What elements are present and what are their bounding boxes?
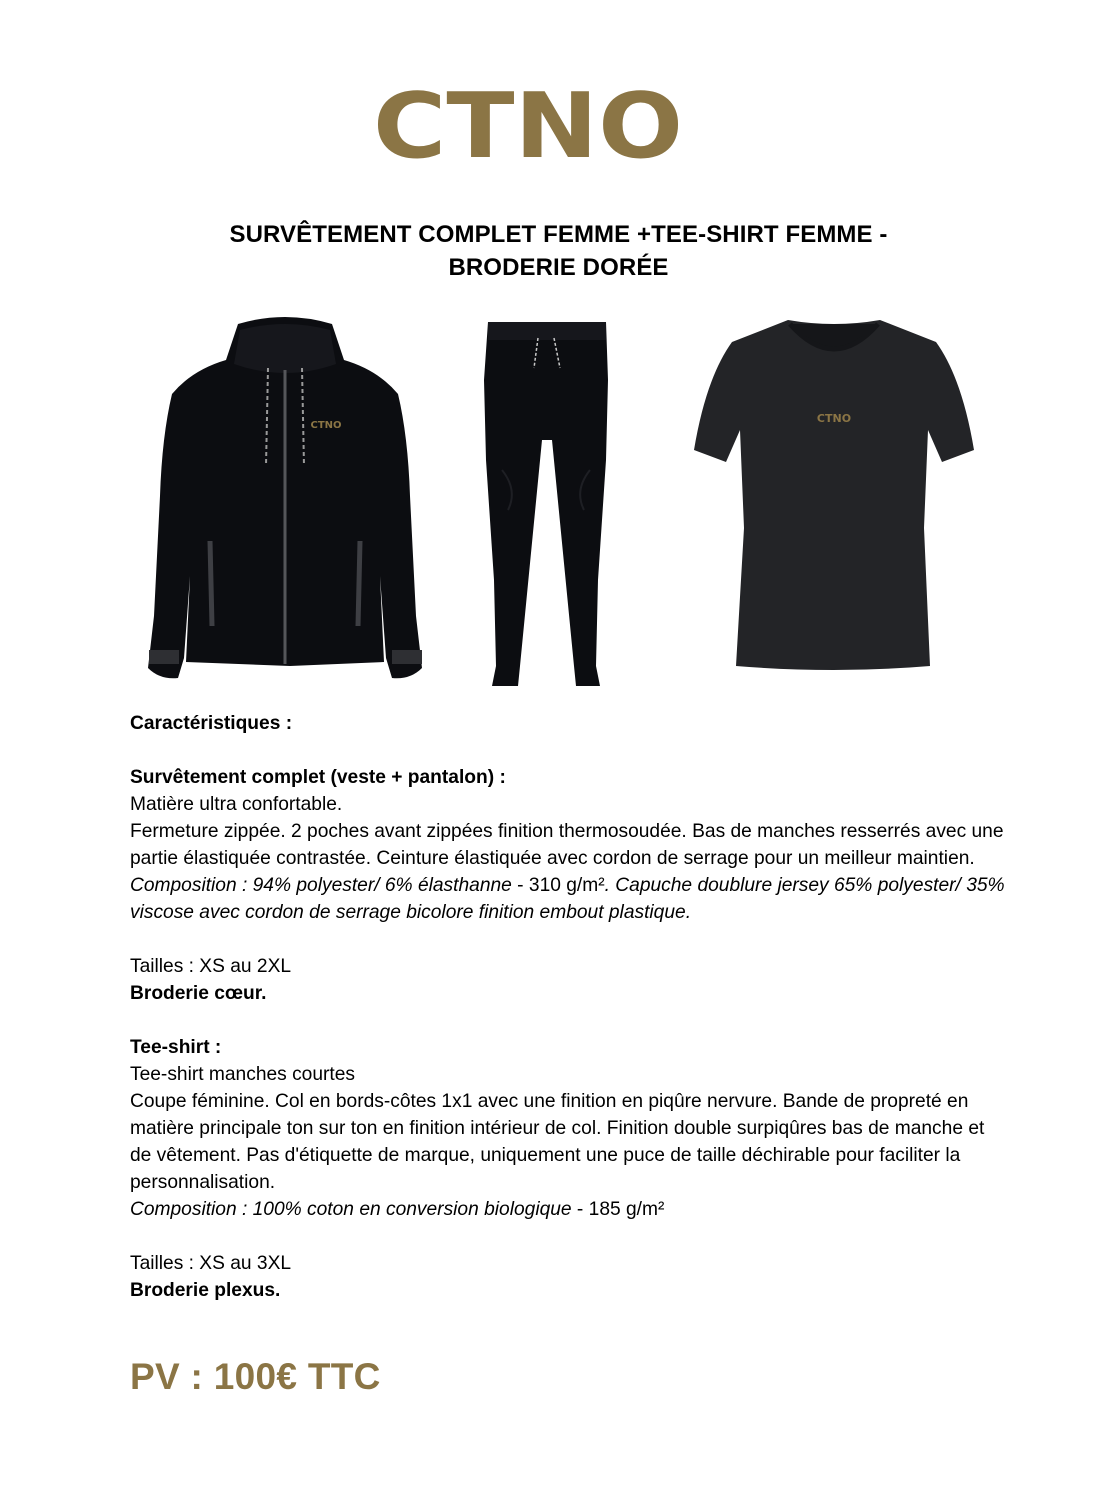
tshirt-description: Coupe féminine. Col en bords-côtes 1x1 avec une finition en piqûre nervure. Bande de propreté en matière principale ton sur ton en finition intérieur de col. Finition double surpiqûres bas de manche et de vêtement. Pas d'étiquette de marque, uniquement une puce de taille déchirable pour faciliter la personnalisation. — [130, 1091, 985, 1193]
tracksuit-heading: Survêtement complet (veste + pantalon) : — [130, 767, 506, 788]
tshirt-line1: Tee-shirt manches courtes — [130, 1064, 356, 1085]
jacket-chest-logo: CTNO — [310, 420, 342, 431]
tracksuit-composition: Composition : 94% polyester/ 6% élasthanne - 310 g/m². Capuche doublure jersey 65% polyester/ 35% viscose avec cordon de serrage bicolore finition embout plastique. — [130, 875, 1005, 923]
tracksuit-sizes: Tailles : XS au 2XL — [130, 956, 292, 977]
tracksuit-embroidery: Broderie cœur. — [130, 983, 267, 1004]
tshirt-sizes: Tailles : XS au 3XL — [130, 1253, 292, 1274]
tracksuit-line1: Matière ultra confortable. — [130, 794, 343, 815]
page-title — [110, 218, 1007, 284]
title-line-2: BRODERIE DORÉE — [448, 254, 669, 281]
characteristics — [130, 710, 1010, 1304]
tshirt-image — [692, 318, 976, 670]
tshirt-embroidery: Broderie plexus. — [130, 1280, 281, 1301]
tshirt-heading: Tee-shirt : — [130, 1037, 222, 1058]
brand-logo — [372, 88, 684, 160]
title-line-1: SURVÊTEMENT COMPLET FEMME +TEE-SHIRT FEMME - — [229, 221, 888, 248]
tshirt-composition: Composition : 100% coton en conversion biologique - 185 g/m² — [130, 1199, 665, 1220]
price: PV : 100€ TTC — [130, 1356, 381, 1397]
tshirt-chest-logo: CTNO — [816, 412, 852, 425]
jacket-image — [140, 316, 430, 692]
svg-text:CTNO: CTNO — [373, 88, 683, 160]
characteristics-heading: Caractéristiques : — [130, 713, 293, 734]
pants-image — [478, 320, 614, 690]
tracksuit-description: Fermeture zippée. 2 poches avant zippées finition thermosoudée. Bas de manches resserrés avec une partie élastiquée contrastée. Ceinture élastiquée avec cordon de serrage pour un meilleur maintien. — [130, 821, 1004, 869]
product-images — [0, 312, 1117, 694]
